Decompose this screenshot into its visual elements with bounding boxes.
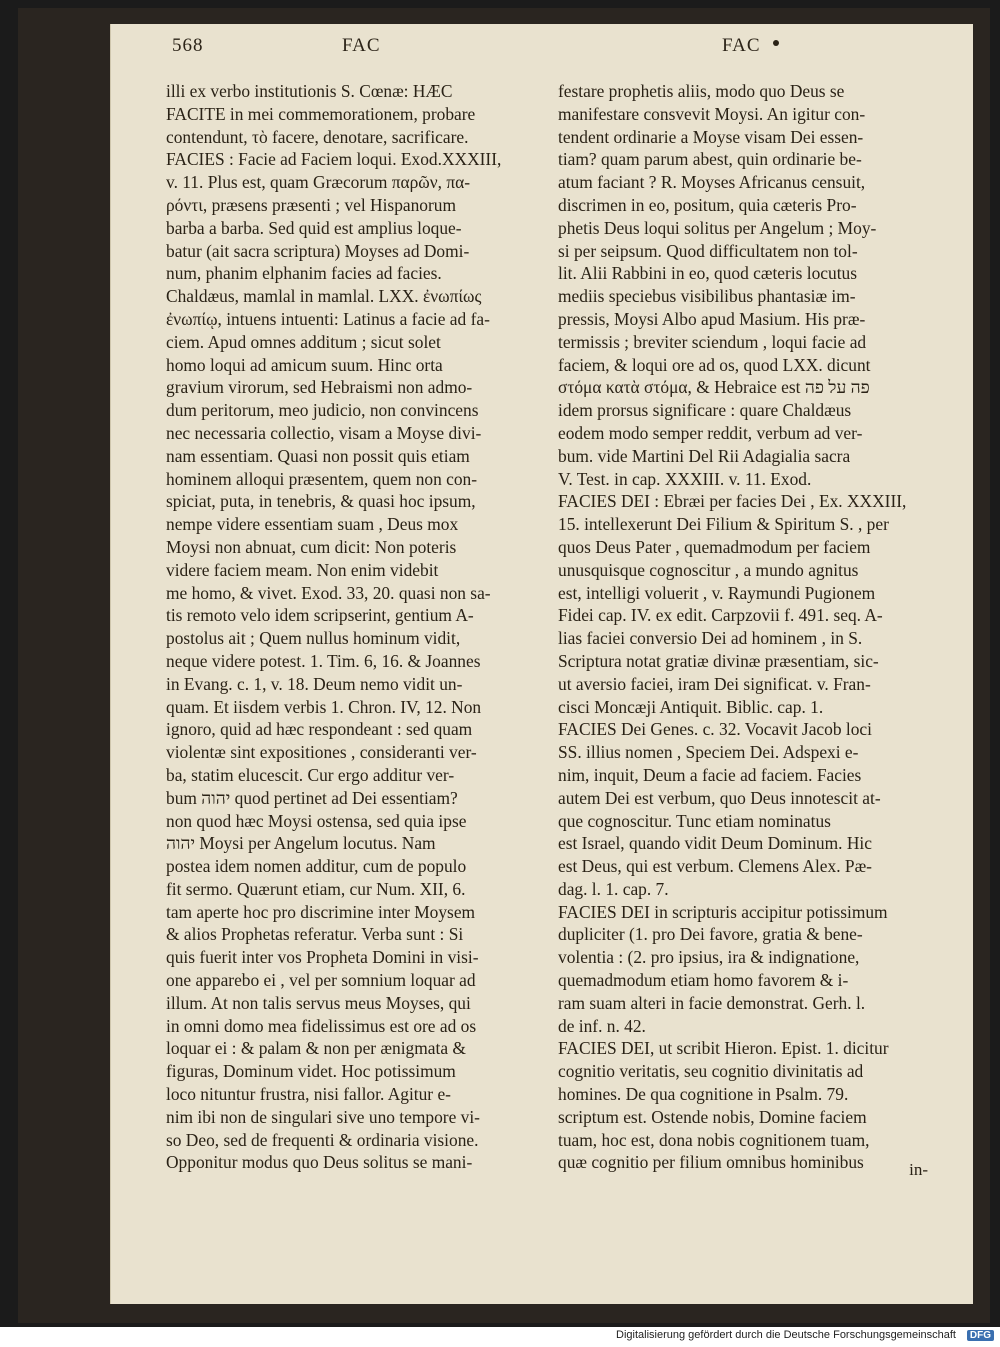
catchword: in- <box>909 1160 928 1179</box>
text-line: illi ex verbo institutionis S. Cœnæ: HÆC <box>166 81 453 101</box>
text-line: loco nituntur frustra, nisi fallor. Agitur e- <box>166 1084 451 1105</box>
text-line: nim ibi non de singulari sive uno tempore vi- <box>166 1106 480 1127</box>
text-line: illum. At non talis servus meus Moyses, qui <box>166 992 471 1013</box>
text-line: volentia : (2. pro ipsius, ira & indignatione, <box>558 947 860 968</box>
text-line: Moysi non abnuat, cum dicit: Non poteris <box>166 536 457 557</box>
text-line: tis remoto velo idem scripserint, gentium A- <box>166 605 474 626</box>
left-text-column <box>166 80 538 1174</box>
text-line: quis fuerit inter vos Propheta Domini in visi- <box>166 947 479 968</box>
text-line: FACIES DEI : Ebræi per facies Dei , Ex. XXXIII, <box>558 491 907 512</box>
text-line: dum peritorum, meo judicio, non convincens <box>166 400 479 421</box>
text-line: FACIES Dei Genes. c. 32. Vocavit Jacob loci <box>558 719 872 740</box>
text-line: est Deus, qui est verbum. Clemens Alex. Pæ- <box>558 856 872 877</box>
text-line: ba, statim elucescit. Cur ergo additur ver- <box>166 764 455 785</box>
text-line: me homo, & vivet. Exod. 33, 20. quasi non sa- <box>166 582 491 603</box>
text-line: festare prophetis aliis, modo quo Deus se <box>558 81 845 101</box>
text-line: dupliciter (1. pro Dei favore, gratia & bene- <box>558 924 863 945</box>
text-line: loquar ei : & palam & non per ænigmata & <box>166 1038 466 1059</box>
text-line: homines. De qua cognitione in Psalm. 79. <box>558 1084 849 1105</box>
text-line: autem Dei est verbum, quo Deus innotescit at- <box>558 787 881 808</box>
text-line: tendent ordinarie a Moyse visam Dei essen- <box>558 126 864 147</box>
text-line: contendunt, τὸ facere, denotare, sacrificare. <box>166 126 469 147</box>
text-line: manifestare consvevit Moysi. An igitur con- <box>558 103 866 124</box>
text-line: ἐνωπίῳ, intuens intuenti: Latinus a facie ad fa- <box>166 308 490 329</box>
text-line: tiam? quam parum abest, quin ordinarie be- <box>558 149 862 170</box>
text-line: & alios Prophetas referatur. Verba sunt : Si <box>166 924 464 945</box>
text-line: ram suam alteri in facie demonstrat. Gerh. l. <box>558 992 866 1013</box>
text-line: unusquisque cognoscitur , a mundo agnitus <box>558 559 859 580</box>
text-line: gravium virorum, sed Hebraismi non admo- <box>166 377 473 398</box>
text-line: si per seipsum. Quod difficultatem non tol- <box>558 240 858 261</box>
text-line: bum יהוה quod pertinet ad Dei essentiam? <box>166 787 458 808</box>
text-line: scriptum est. Ostende nobis, Domine faciem <box>558 1106 867 1127</box>
text-line: cognitio veritatis, seu cognitio divinitatis ad <box>558 1061 864 1082</box>
text-line: V. Test. in cap. XXXIII. v. 11. Exod. <box>558 468 812 489</box>
text-line: mediis speciebus visibilibus phantasiæ im- <box>558 286 856 307</box>
text-line: in omni domo mea fidelissimus est ore ad os <box>166 1015 477 1036</box>
text-line: termissis ; breviter sciendum , loqui facie ad <box>558 331 867 352</box>
text-line: que cognoscitur. Tunc etiam nominatus <box>558 810 831 831</box>
text-line: est Israel, quando vidit Deum Dominum. Hic <box>558 833 872 854</box>
text-line: FACIES : Facie ad Faciem loqui. Exod.XXXIII, <box>166 149 502 170</box>
text-line: lit. Alii Rabbini in eo, quod cæteris locutus <box>558 263 858 284</box>
text-line: quos Deus Pater , quemadmodum per faciem <box>558 536 871 557</box>
text-line: FACIES DEI in scripturis accipitur potissimum <box>558 901 888 922</box>
ink-mark <box>773 40 779 46</box>
text-line: phetis Deus loqui solitus per Angelum ; Moy- <box>558 217 877 238</box>
text-line: idem prorsus significare : quare Chaldæus <box>558 400 852 421</box>
dfg-logo: DFG <box>967 1330 994 1341</box>
text-line: fit sermo. Quærunt etiam, cur Num. XII, 6. <box>166 878 466 899</box>
text-line: Scriptura notat gratiæ divinæ præsentiam, sic- <box>558 650 879 671</box>
text-line: dag. l. 1. cap. 7. <box>558 878 669 899</box>
text-line: ut aversio faciei, iram Dei significat. v. Fran- <box>558 673 871 694</box>
page-number: 568 <box>172 35 204 56</box>
text-line: in Evang. c. 1, v. 18. Deum nemo vidit un- <box>166 673 463 694</box>
text-line: FACIES DEI, ut scribit Hieron. Epist. 1. dicitur <box>558 1038 889 1059</box>
text-line: Chaldæus, mamlal in mamlal. LXX. ἐνωπίως <box>166 286 482 307</box>
text-line: Opponitur modus quo Deus solitus se mani- <box>166 1152 473 1173</box>
text-line: lias faciei conversio Dei ad hominem , in S. <box>558 628 863 649</box>
text-line: tam aperte hoc pro discrimine inter Moysem <box>166 901 476 922</box>
running-head-right: FAC <box>722 35 761 56</box>
running-head-left: FAC <box>342 35 381 56</box>
text-line: nam essentiam. Quasi non possit quis etiam <box>166 445 470 466</box>
text-line: barba a barba. Sed quid est amplius loque- <box>166 217 462 238</box>
text-line: ρόντι, præsens præsenti ; vel Hispanorum <box>166 194 457 215</box>
text-line: est, intelligi voluerit , v. Raymundi Pugionem <box>558 582 876 603</box>
digitization-footer <box>0 1327 1000 1347</box>
text-line: יהוה Moysi per Angelum locutus. Nam <box>166 833 436 854</box>
footer-text: Digitalisierung gefördert durch die Deutsche Forschungsgemeinschaft <box>616 1329 956 1341</box>
text-line: figuras, Dominum videt. Hoc potissimum <box>166 1061 456 1082</box>
text-line: bum. vide Martini Del Rii Adagialia sacra <box>558 445 851 466</box>
text-line: tuam, hoc est, dona nobis cognitionem tuam, <box>558 1129 870 1150</box>
text-line: so Deo, sed de frequenti & ordinaria visione. <box>166 1129 479 1150</box>
text-line: cisci Moncæji Antiquit. Biblic. cap. 1. <box>558 696 824 717</box>
text-line: non quod hæc Moysi ostensa, sed quia ipse <box>166 810 467 831</box>
text-line: de inf. n. 42. <box>558 1015 646 1036</box>
text-line: one apparebo ei , vel per somnium loquar ad <box>166 970 476 991</box>
text-line: v. 11. Plus est, quam Græcorum παρῶν, πα- <box>166 172 470 193</box>
text-line: nim, inquit, Deum a facie ad faciem. Facies <box>558 764 862 785</box>
right-text-column <box>558 80 930 1174</box>
text-line: videre faciem meam. Non enim videbit <box>166 559 439 580</box>
text-line: spiciat, puta, in tenebris, & quasi hoc ipsum, <box>166 491 476 512</box>
text-line: quemadmodum etiam homo favorem & i- <box>558 970 849 991</box>
text-line: homo loqui ad amicum suum. Hinc orta <box>166 354 443 375</box>
text-line: ciem. Apud omnes additum ; sicut solet <box>166 331 441 352</box>
text-line: ignoro, quid ad hæc respondeant : sed quam <box>166 719 473 740</box>
text-line: SS. illius nomen , Speciem Dei. Adspexi e- <box>558 742 859 763</box>
text-line: nec necessaria collectio, visam a Moyse divi- <box>166 422 482 443</box>
text-line: hominem alloqui præsentem, quem non con- <box>166 468 478 489</box>
text-line: quæ cognitio per filium omnibus hominibus <box>558 1152 864 1173</box>
text-line: στόμα κατὰ στόμα, & Hebraice est פה על פה <box>558 377 870 398</box>
text-line: nempe videre essentiam suam , Deus mox <box>166 514 459 535</box>
text-line: violentæ sint expositiones , consideranti ver- <box>166 742 477 763</box>
text-line: postolus ait ; Quem nullus hominum vidit, <box>166 628 461 649</box>
text-line: neque videre potest. 1. Tim. 6, 16. & Joannes <box>166 650 481 671</box>
text-line: postea idem nomen additur, cum de populo <box>166 856 467 877</box>
text-line: batur (ait sacra scriptura) Moyses ad Domi- <box>166 240 470 261</box>
text-line: eodem modo semper reddit, verbum ad ver- <box>558 422 863 443</box>
text-line: FACITE in mei commemorationem, probare <box>166 103 476 124</box>
text-line: pressis, Moysi Albo apud Masium. His præ- <box>558 308 866 329</box>
text-line: atum faciant ? R. Moyses Africanus censuit, <box>558 172 866 193</box>
text-line: 15. intellexerunt Dei Filium & Spiritum S. , per <box>558 514 889 535</box>
text-line: Fidei cap. IV. ex edit. Carpzovii f. 491. seq. A- <box>558 605 883 626</box>
text-line: faciem, & loqui ore ad os, quod LXX. dicunt <box>558 354 871 375</box>
text-line: quam. Et iisdem verbis 1. Chron. IV, 12. Non <box>166 696 482 717</box>
text-line: num, phanim elphanim facies ad facies. <box>166 263 442 284</box>
text-line: discrimen in eo, positum, quia cæteris Pro- <box>558 194 857 215</box>
